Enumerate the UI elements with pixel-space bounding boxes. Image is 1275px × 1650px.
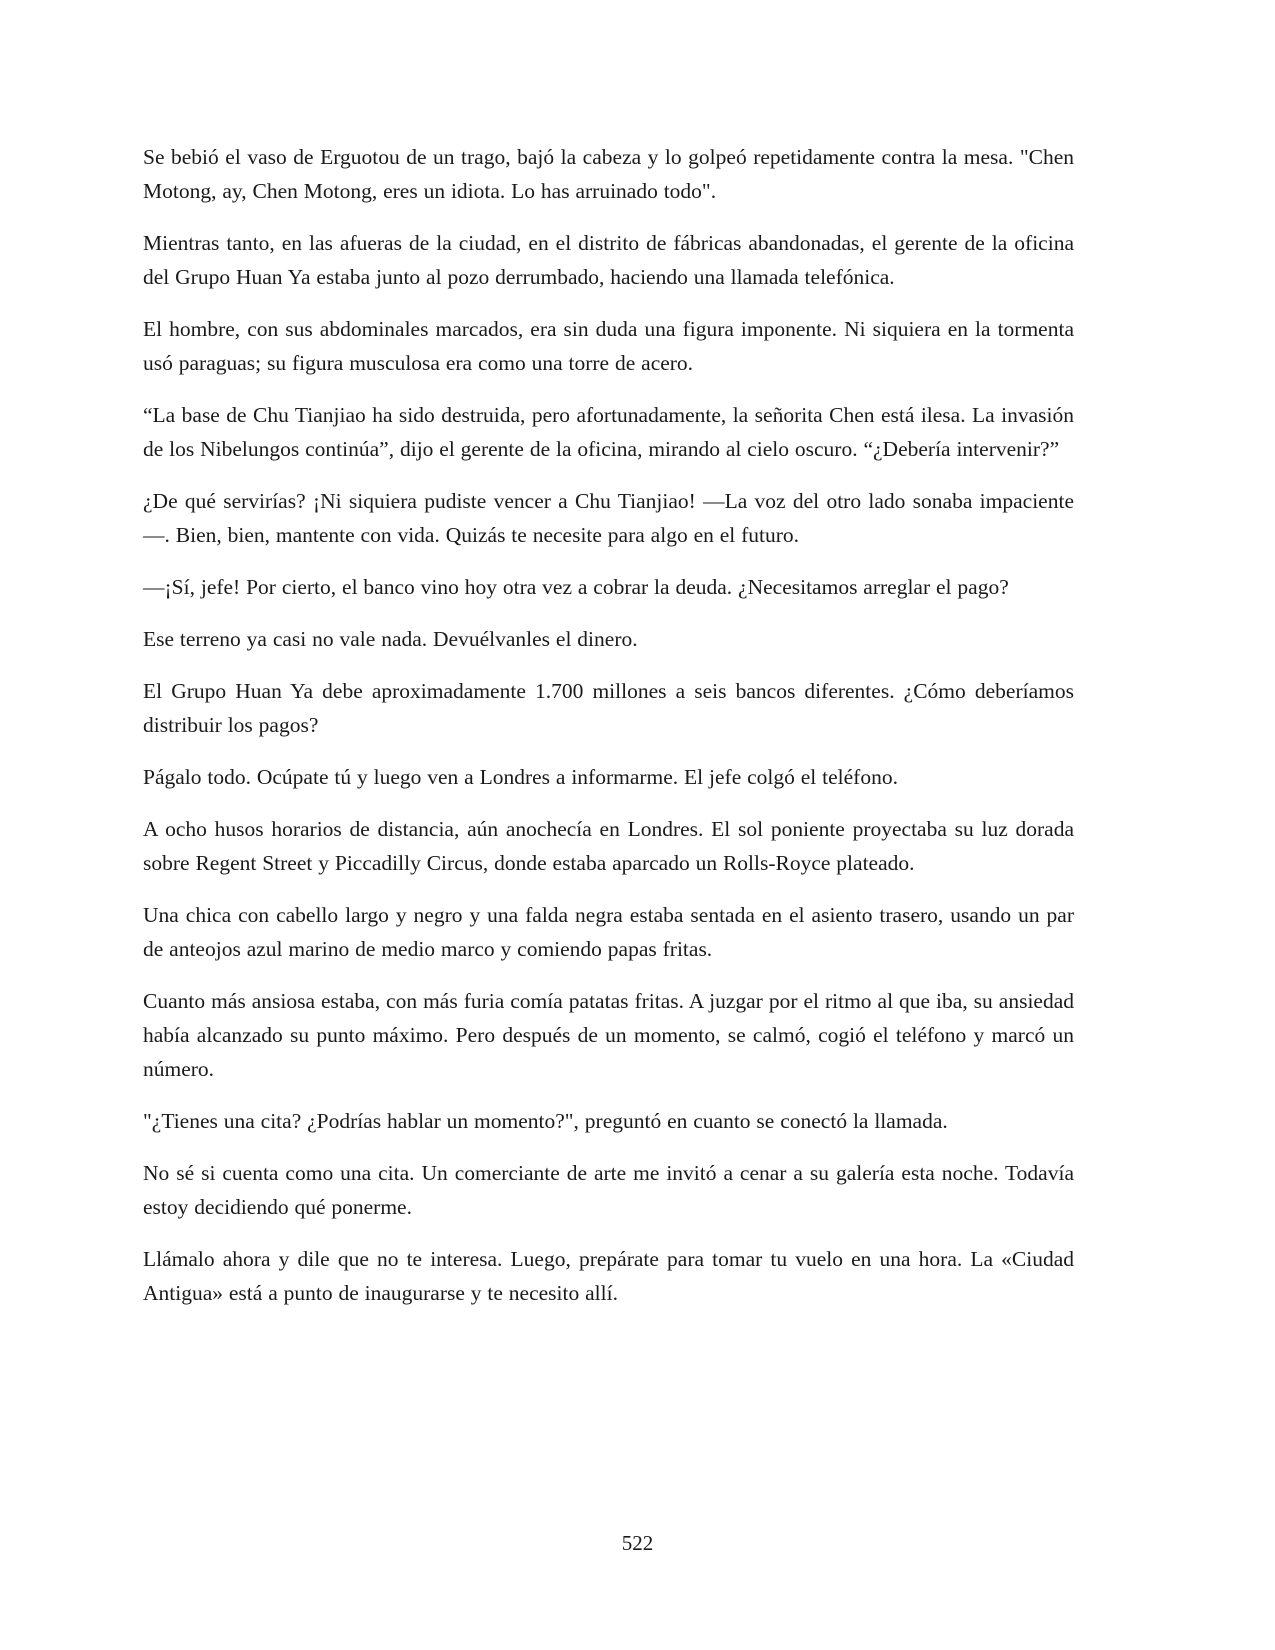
paragraph: A ocho husos horarios de distancia, aún anochecía en Londres. El sol poniente proyectaba su luz dorada sobre Regent Street y Piccadilly Circus, donde estaba aparcado un Rolls-Royce plateado. bbox=[143, 817, 1074, 875]
paragraph: Cuanto más ansiosa estaba, con más furia comía patatas fritas. A juzgar por el ritmo al que iba, su ansiedad había alcanzado su punto máximo. Pero después de un momento, se calmó, cogió el teléfono y marcó un número. bbox=[143, 989, 1074, 1081]
paragraph: Ese terreno ya casi no vale nada. Devuélvanles el dinero. bbox=[143, 627, 638, 651]
paragraph: El hombre, con sus abdominales marcados, era sin duda una figura imponente. Ni siquiera en la tormenta usó paraguas; su figura musculosa era como una torre de acero. bbox=[143, 317, 1074, 375]
page-text-block bbox=[143, 140, 1074, 1310]
paragraph: Se bebió el vaso de Erguotou de un trago, bajó la cabeza y lo golpeó repetidamente contra la mesa. "Chen Motong, ay, Chen Motong, eres un idiota. Lo has arruinado todo". bbox=[143, 145, 1074, 203]
paragraph: El Grupo Huan Ya debe aproximadamente 1.700 millones a seis bancos diferentes. ¿Cómo deberíamos distribuir los pagos? bbox=[143, 679, 1074, 737]
page-number: 522 bbox=[621, 1531, 654, 1555]
paragraph: Llámalo ahora y dile que no te interesa. Luego, prepárate para tomar tu vuelo en una hora. La «Ciudad Antigua» está a punto de inaugurarse y te necesito allí. bbox=[143, 1247, 1074, 1305]
paragraph: "¿Tienes una cita? ¿Podrías hablar un momento?", preguntó en cuanto se conectó la llamada. bbox=[143, 1109, 948, 1133]
paragraph: “La base de Chu Tianjiao ha sido destruida, pero afortunadamente, la señorita Chen está ilesa. La invasión de los Nibelungos continúa”, dijo el gerente de la oficina, mirando al cielo oscuro. “¿Debería intervenir?” bbox=[143, 403, 1074, 461]
paragraph: Págalo todo. Ocúpate tú y luego ven a Londres a informarme. El jefe colgó el teléfono. bbox=[143, 765, 898, 789]
paragraph: —¡Sí, jefe! Por cierto, el banco vino hoy otra vez a cobrar la deuda. ¿Necesitamos arreglar el pago? bbox=[143, 575, 1009, 599]
paragraph: Mientras tanto, en las afueras de la ciudad, en el distrito de fábricas abandonadas, el gerente de la oficina del Grupo Huan Ya estaba junto al pozo derrumbado, haciendo una llamada telefónica. bbox=[143, 231, 1074, 289]
paragraph: No sé si cuenta como una cita. Un comerciante de arte me invitó a cenar a su galería esta noche. Todavía estoy decidiendo qué ponerme. bbox=[143, 1161, 1074, 1219]
paragraph: ¿De qué servirías? ¡Ni siquiera pudiste vencer a Chu Tianjiao! —La voz del otro lado sonaba impaciente—. Bien, bien, mantente con vida. Quizás te necesite para algo en el futuro. bbox=[143, 489, 1074, 547]
paragraph: Una chica con cabello largo y negro y una falda negra estaba sentada en el asiento trasero, usando un par de anteojos azul marino de medio marco y comiendo papas fritas. bbox=[143, 903, 1074, 961]
